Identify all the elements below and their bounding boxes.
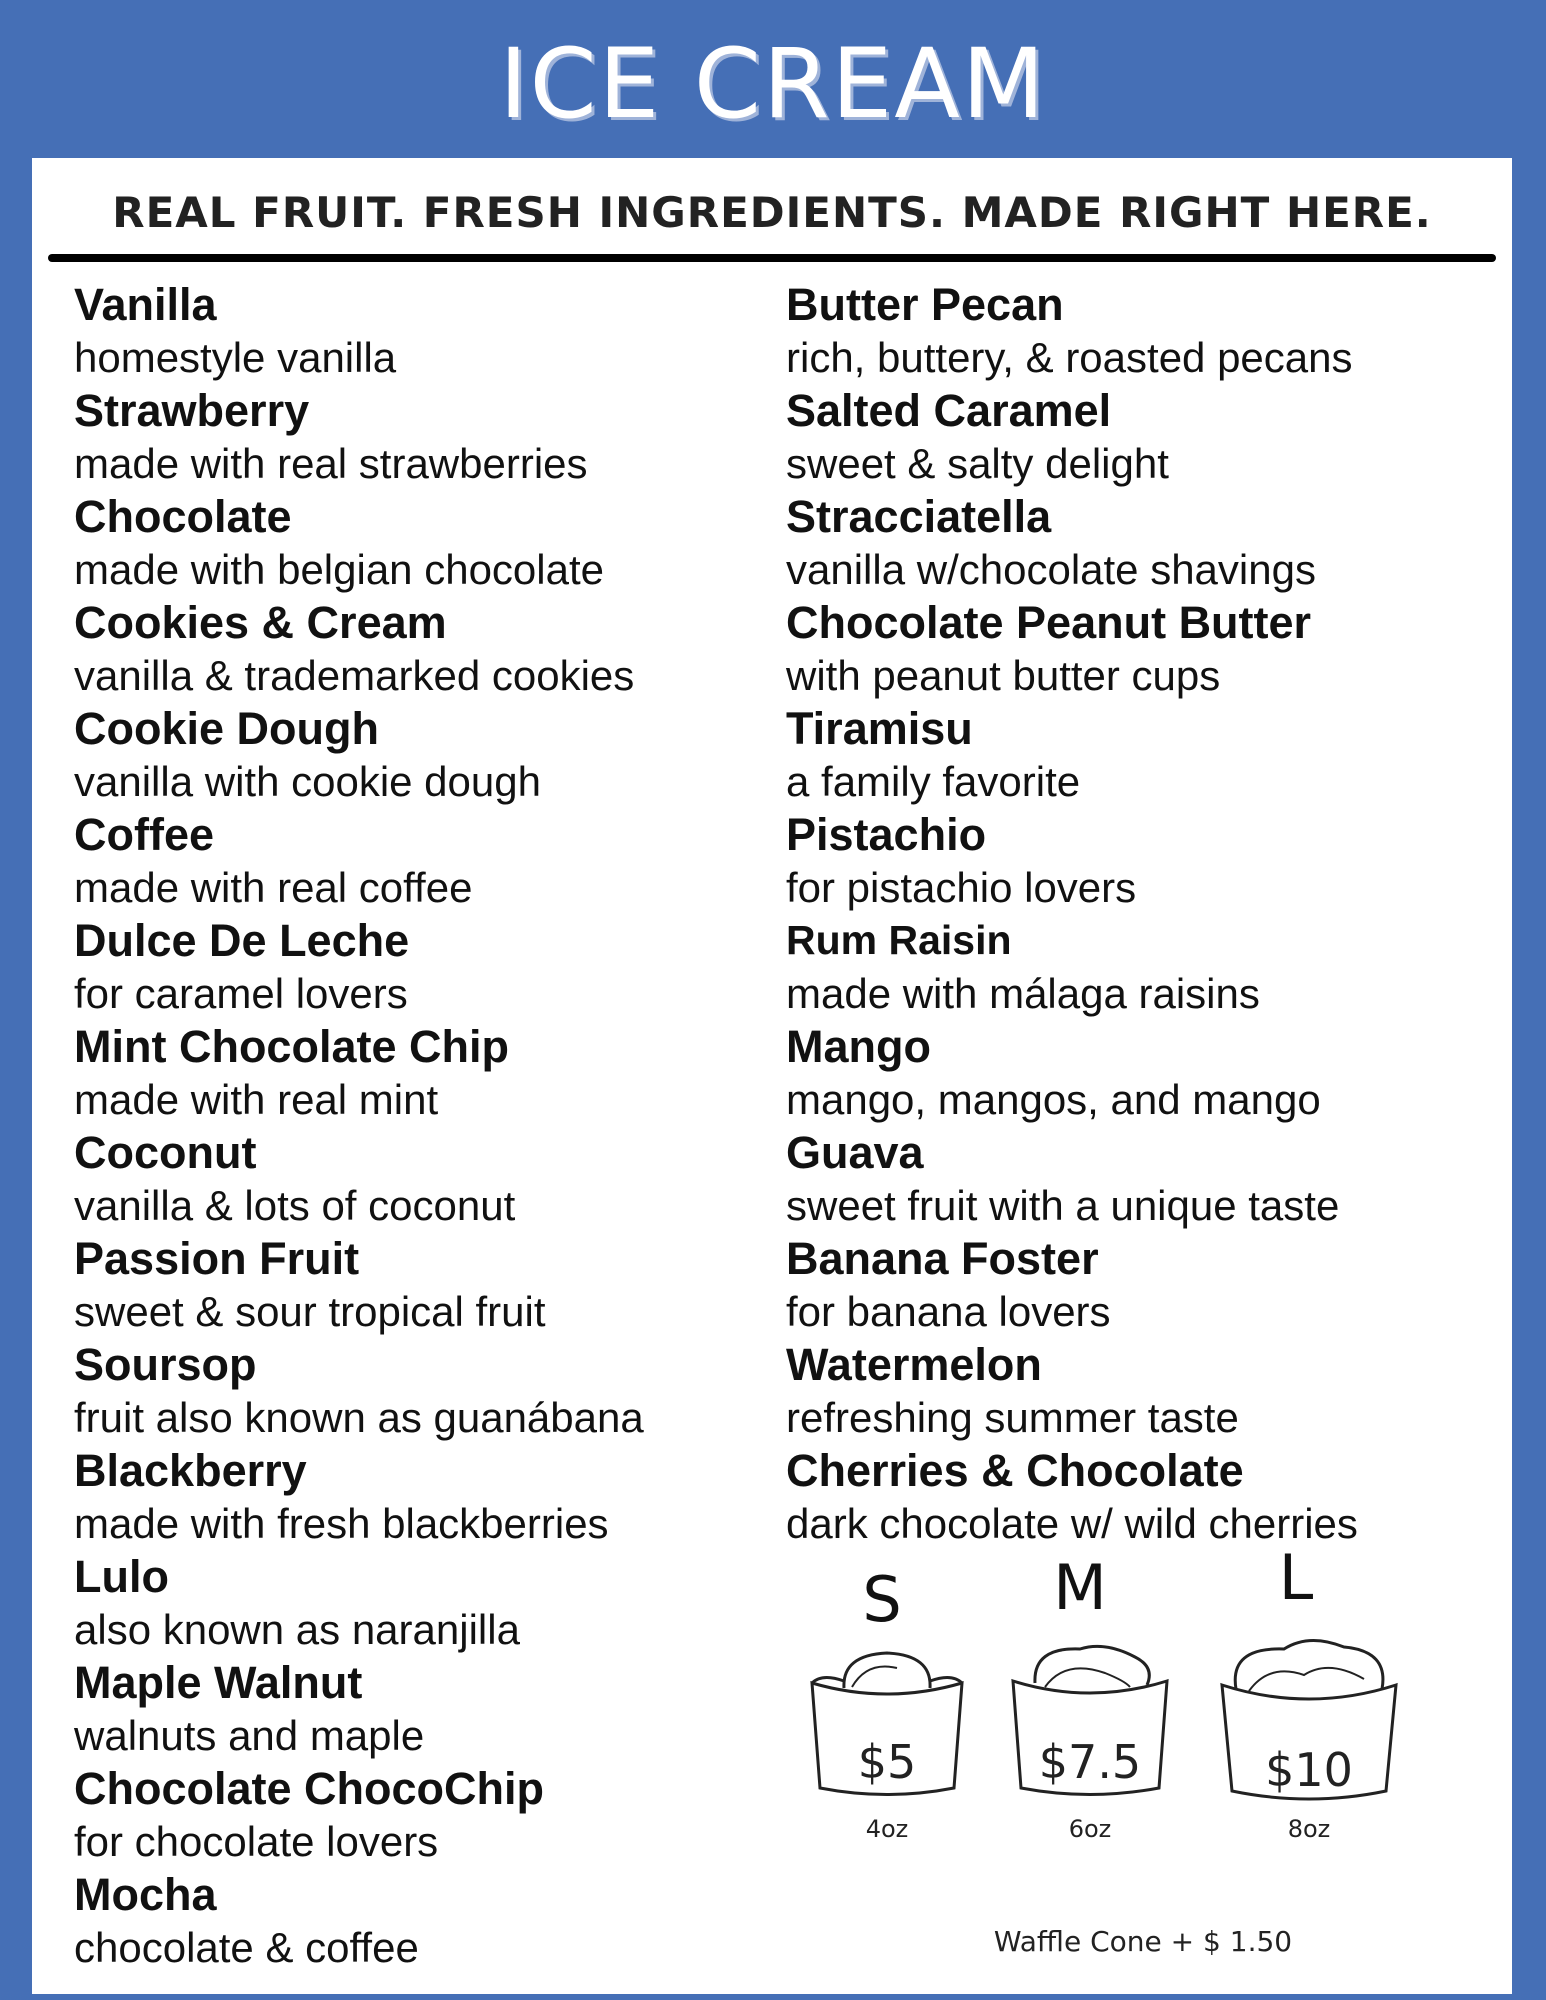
flavor-name: Tiramisu <box>786 703 973 754</box>
price-large: $10 <box>1265 1743 1353 1797</box>
size-chart <box>798 1541 1488 1983</box>
flavor-item <box>74 490 764 596</box>
flavor-name: Coffee <box>74 809 215 860</box>
flavor-description: chocolate & coffee <box>74 1924 419 1971</box>
size-letter-large: L <box>1278 1541 1314 1614</box>
flavor-name: Chocolate Peanut Butter <box>786 597 1312 648</box>
flavor-description: made with real strawberries <box>74 440 588 487</box>
flavor-item <box>74 278 764 384</box>
flavor-list-left <box>74 278 764 1974</box>
flavor-name: Guava <box>786 1127 924 1178</box>
flavor-description: for chocolate lovers <box>74 1818 439 1865</box>
flavor-name: Mango <box>786 1021 931 1072</box>
flavor-description: made with fresh blackberries <box>74 1500 609 1547</box>
flavor-description: sweet & sour tropical fruit <box>74 1288 546 1335</box>
divider <box>48 254 1496 262</box>
flavor-item <box>74 1338 764 1444</box>
flavor-list-right <box>786 278 1486 1550</box>
flavor-name: Blackberry <box>74 1445 307 1496</box>
flavor-name: Banana Foster <box>786 1233 1099 1284</box>
flavor-name: Mocha <box>74 1869 217 1920</box>
flavor-name: Coconut <box>74 1127 257 1178</box>
flavor-item <box>74 384 764 490</box>
flavor-description: homestyle vanilla <box>74 334 397 381</box>
flavor-name: Cookie Dough <box>74 703 379 754</box>
flavor-item <box>74 702 764 808</box>
flavor-description: refreshing summer taste <box>786 1394 1239 1441</box>
flavor-description: a family favorite <box>786 758 1081 805</box>
waffle-cone-note: Waffle Cone + $ 1.50 <box>993 1925 1293 1958</box>
size-letter-small: S <box>862 1563 902 1636</box>
flavor-name: Mint Chocolate Chip <box>74 1021 509 1072</box>
flavor-description: for pistachio lovers <box>786 864 1137 911</box>
flavor-name: Chocolate ChocoChip <box>74 1763 544 1814</box>
flavor-item <box>786 1232 1486 1338</box>
flavor-description: also known as naranjilla <box>74 1606 520 1653</box>
flavor-description: made with belgian chocolate <box>74 546 605 593</box>
flavor-item <box>786 490 1486 596</box>
menu-title: ICE CREAM <box>499 28 1047 140</box>
flavor-description: with peanut butter cups <box>786 652 1221 699</box>
flavor-name: Rum Raisin <box>786 917 1012 963</box>
flavor-description: vanilla w/chocolate shavings <box>786 546 1316 593</box>
flavor-item <box>74 1656 764 1762</box>
flavor-name: Cookies & Cream <box>74 597 447 648</box>
flavor-description: made with real coffee <box>74 864 473 911</box>
oz-small: 4oz <box>865 1815 909 1843</box>
flavor-name: Salted Caramel <box>786 385 1112 436</box>
flavor-description: rich, buttery, & roasted pecans <box>786 334 1353 381</box>
flavor-item <box>74 1550 764 1656</box>
flavor-item <box>74 1232 764 1338</box>
flavor-description: sweet fruit with a unique taste <box>786 1182 1340 1229</box>
flavor-name: Lulo <box>74 1551 169 1602</box>
flavor-name: Watermelon <box>786 1339 1042 1390</box>
flavor-description: fruit also known as guanábana <box>74 1394 644 1441</box>
flavor-item <box>786 384 1486 490</box>
flavor-item <box>786 278 1486 384</box>
flavor-item <box>74 596 764 702</box>
menu-card <box>32 158 1512 1994</box>
flavor-name: Vanilla <box>74 279 217 330</box>
flavor-name: Maple Walnut <box>74 1657 363 1708</box>
flavor-description: dark chocolate w/ wild cherries <box>786 1500 1358 1547</box>
flavor-name: Chocolate <box>74 491 292 542</box>
size-letter-medium: M <box>1053 1551 1107 1624</box>
flavor-item <box>786 1020 1486 1126</box>
flavor-description: for banana lovers <box>786 1288 1111 1335</box>
flavor-description: made with real mint <box>74 1076 439 1123</box>
flavor-item <box>74 808 764 914</box>
flavor-item <box>786 808 1486 914</box>
flavor-description: sweet & salty delight <box>786 440 1169 487</box>
flavor-item <box>74 1020 764 1126</box>
flavor-description: vanilla & trademarked cookies <box>74 652 635 699</box>
flavor-item <box>786 1444 1486 1550</box>
flavor-description: for caramel lovers <box>74 970 408 1017</box>
tagline: REAL FRUIT. FRESH INGREDIENTS. MADE RIGHT HERE. <box>112 188 1432 237</box>
oz-medium: 6oz <box>1068 1815 1112 1843</box>
flavor-item <box>786 596 1486 702</box>
flavor-item <box>786 1338 1486 1444</box>
flavor-name: Soursop <box>74 1339 257 1390</box>
flavor-item <box>74 1868 764 1974</box>
flavor-item <box>786 702 1486 808</box>
oz-large: 8oz <box>1287 1815 1331 1843</box>
flavor-name: Strawberry <box>74 385 310 436</box>
small-cup-icon <box>802 1643 972 1818</box>
price-small: $5 <box>857 1735 917 1789</box>
flavor-description: vanilla & lots of coconut <box>74 1182 516 1229</box>
flavor-name: Butter Pecan <box>786 279 1064 330</box>
flavor-item <box>786 914 1486 1020</box>
flavor-name: Passion Fruit <box>74 1233 360 1284</box>
flavor-name: Stracciatella <box>786 491 1052 542</box>
flavor-item <box>74 914 764 1020</box>
flavor-item <box>74 1762 764 1868</box>
flavor-description: walnuts and maple <box>74 1712 425 1759</box>
flavor-name: Pistachio <box>786 809 987 860</box>
flavor-item <box>74 1444 764 1550</box>
flavor-name: Cherries & Chocolate <box>786 1445 1244 1496</box>
medium-cup-icon <box>1005 1643 1175 1818</box>
flavor-name: Dulce De Leche <box>74 915 410 966</box>
flavor-item <box>74 1126 764 1232</box>
flavor-description: vanilla with cookie dough <box>74 758 541 805</box>
flavor-description: mango, mangos, and mango <box>786 1076 1321 1123</box>
flavor-description: made with málaga raisins <box>786 970 1260 1017</box>
price-medium: $7.5 <box>1038 1735 1142 1789</box>
flavor-item <box>786 1126 1486 1232</box>
